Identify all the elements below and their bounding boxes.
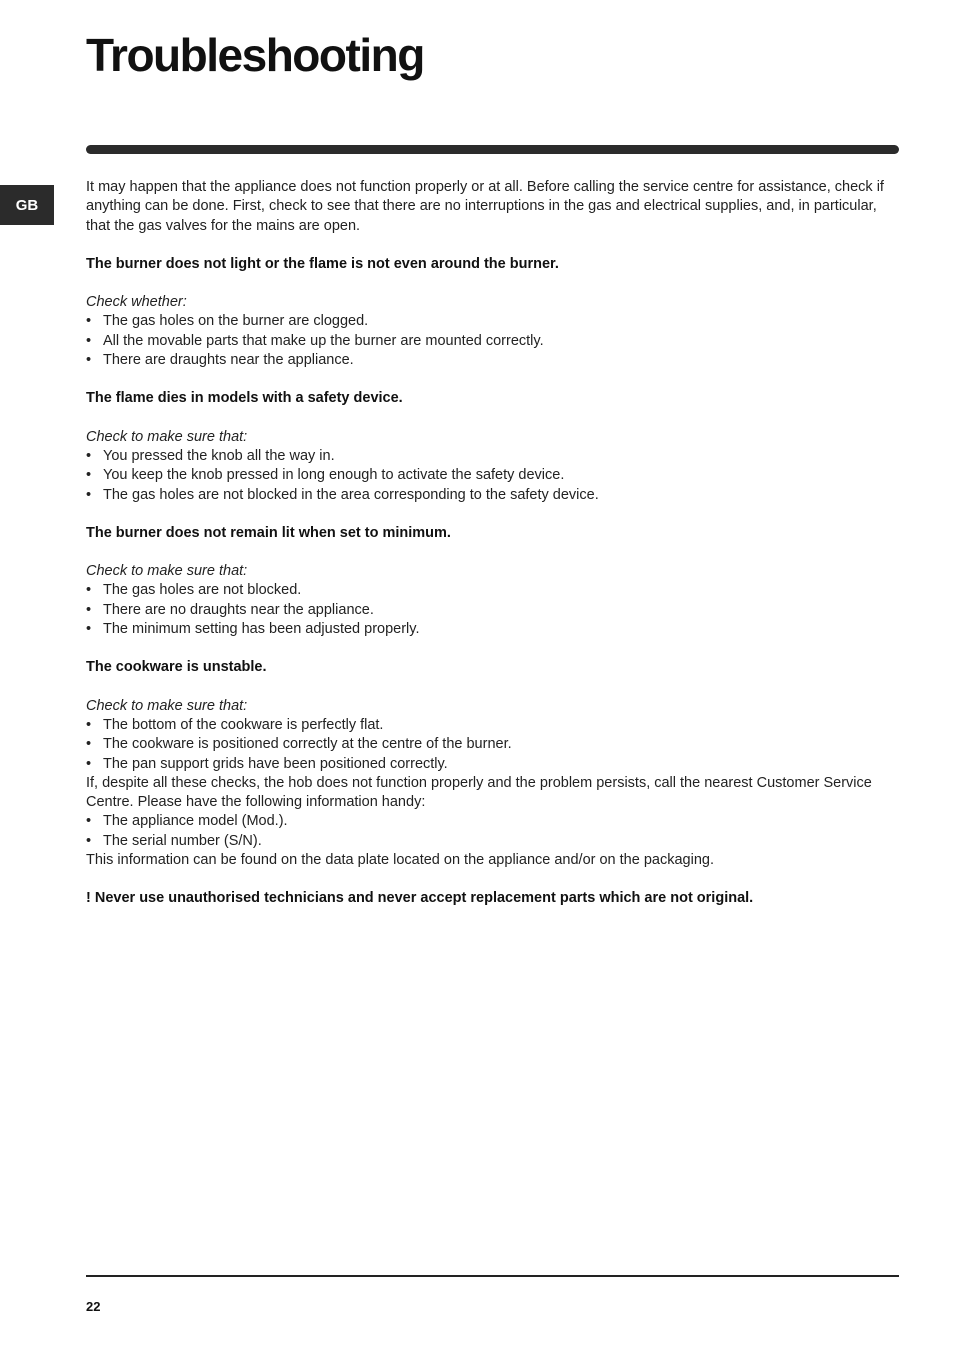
list-item: • The gas holes are not blocked in the area corresponding to the safety device. (86, 486, 886, 505)
intro-paragraph: It may happen that the appliance does not function properly or at all. Before calling the service centre for assistance, check if anything can be done. First, check to see that there are no interruptions in the gas and electrical supplies, and, in particular, that the gas valves for the mains are open. (86, 179, 884, 234)
check-list (86, 581, 886, 639)
check-list (86, 312, 886, 370)
list-item: • The gas holes on the burner are clogged. (86, 312, 886, 331)
list-item: • The serial number (S/N). (86, 832, 886, 851)
list-item: • The cookware is positioned correctly at the centre of the burner. (86, 735, 886, 754)
list-item: • There are no draughts near the appliance. (86, 601, 886, 620)
check-label: Check to make sure that: (86, 563, 248, 580)
footer-divider (86, 1275, 899, 1277)
section-heading: The cookware is unstable. (86, 659, 267, 676)
list-item: • There are draughts near the appliance. (86, 351, 886, 370)
section-heading: The burner does not light or the flame is not even around the burner. (86, 255, 559, 272)
list-item: • The bottom of the cookware is perfectly flat. (86, 716, 886, 735)
section-heading: The flame dies in models with a safety device. (86, 390, 403, 407)
list-item: • The appliance model (Mod.). (86, 812, 886, 831)
info-list (86, 812, 886, 851)
section-heading: The burner does not remain lit when set to minimum. (86, 524, 451, 541)
section-cookware-unstable (86, 658, 886, 773)
check-label: Check to make sure that: (86, 697, 248, 714)
info-location-paragraph: This information can be found on the data plate located on the appliance and/or on the packaging. (86, 852, 714, 869)
list-item: • The minimum setting has been adjusted properly. (86, 620, 886, 639)
warning-notice: ! Never use unauthorised technicians and never accept replacement parts which are not original. (86, 890, 754, 907)
section-burner-minimum (86, 524, 886, 639)
main-content (86, 178, 886, 909)
check-label: Check whether: (86, 294, 187, 311)
persist-paragraph: If, despite all these checks, the hob does not function properly and the problem persists, call the nearest Customer Service Centre. Please have the following information handy: (86, 774, 872, 811)
section-burner-not-light (86, 255, 886, 370)
list-item: • The gas holes are not blocked. (86, 581, 886, 600)
list-item: • You pressed the knob all the way in. (86, 447, 886, 466)
title-divider (86, 145, 899, 154)
list-item: • All the movable parts that make up the burner are mounted correctly. (86, 332, 886, 351)
page-title: Troubleshooting (86, 29, 424, 81)
check-label: Check to make sure that: (86, 428, 248, 445)
list-item: • The pan support grids have been positioned correctly. (86, 755, 886, 774)
list-item: • You keep the knob pressed in long enough to activate the safety device. (86, 466, 886, 485)
check-list (86, 447, 886, 505)
check-list (86, 716, 886, 774)
language-tab: GB (0, 185, 54, 225)
section-flame-dies (86, 389, 886, 504)
page-number: 22 (86, 1299, 101, 1314)
